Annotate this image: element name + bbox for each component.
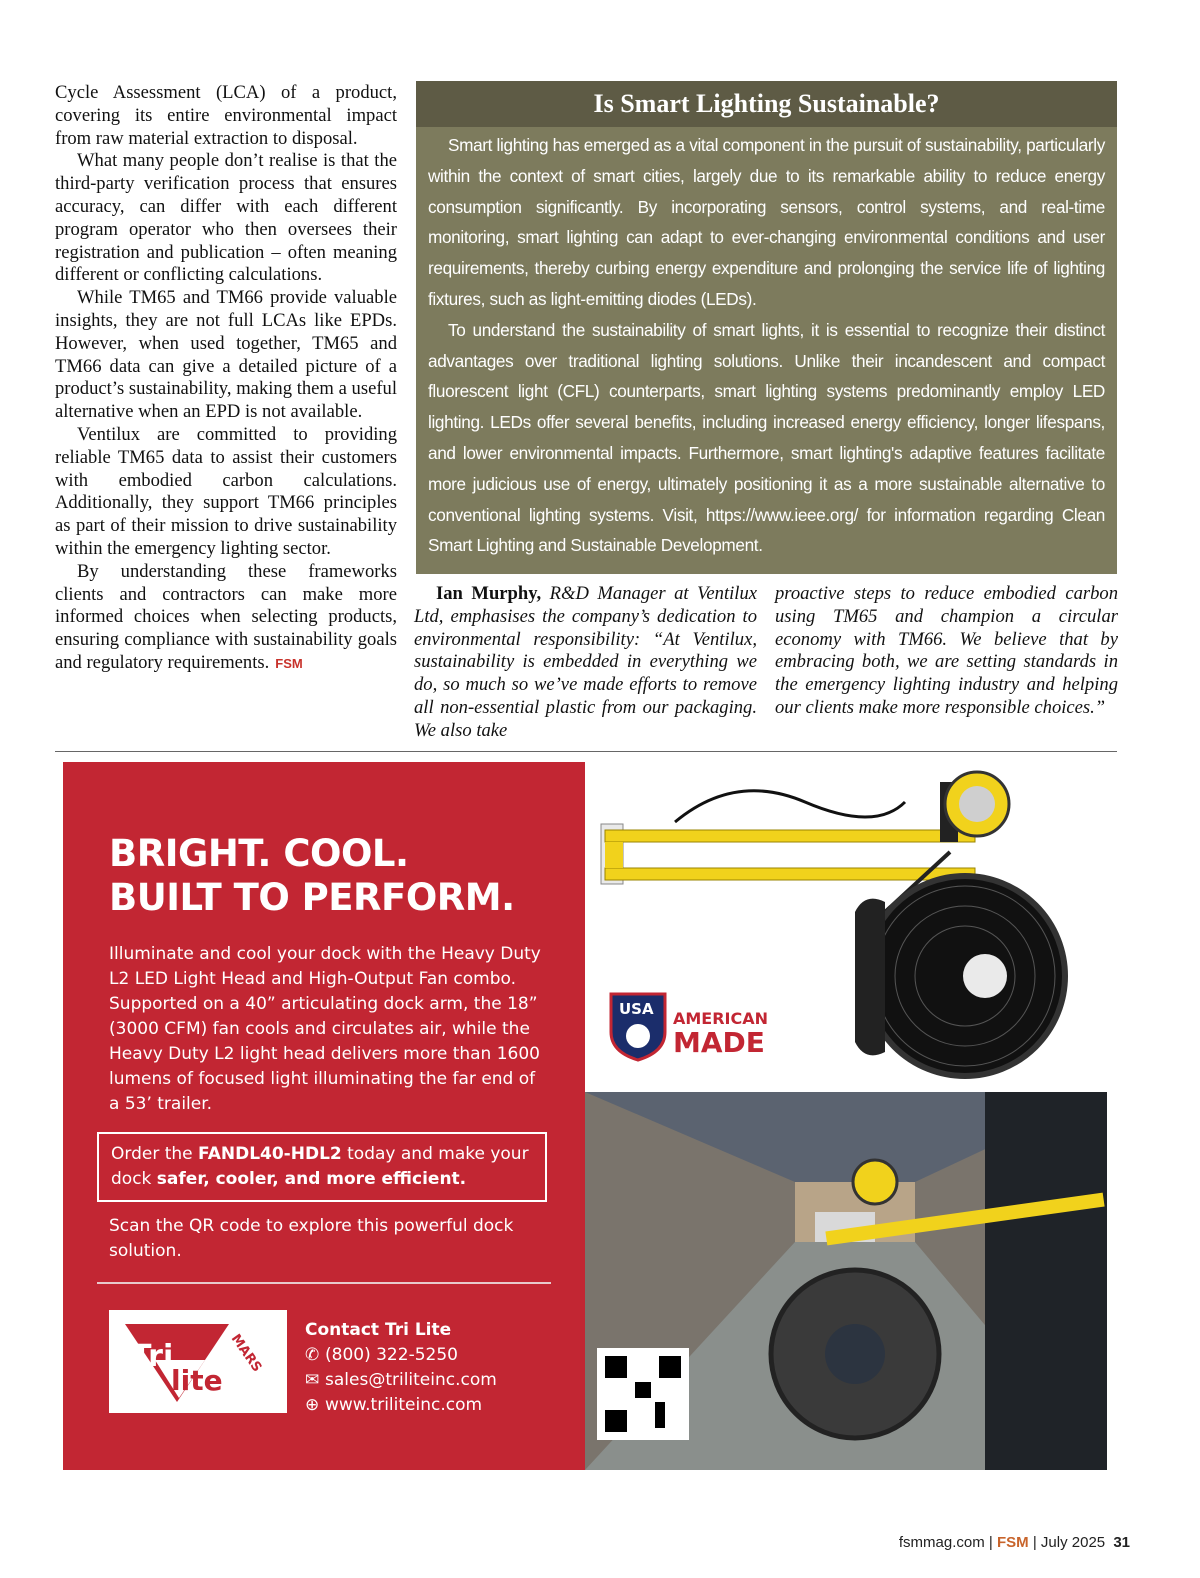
envelope-icon: ✉ <box>305 1370 320 1390</box>
body-paragraph: Ventilux are committed to providing reliable TM65 data to assist their customers with embodied carbon calculations. Additionally, they support TM66 principles as part of their mission to drive sustainability within the emergency lighting sector. <box>55 423 397 559</box>
contact-web-row <box>305 1393 497 1418</box>
logo-tri-text: Tri <box>131 1339 174 1374</box>
contact-email-row <box>305 1368 497 1393</box>
quote-text-part2: proactive steps to reduce embodied carbon using TM65 and champion a circular economy with TM66. We believe that by embracing both, we are setting standards in the emergency lighting industry and helping our clients make more responsible choices.” <box>775 583 1118 718</box>
body-paragraph <box>55 561 397 676</box>
contact-email[interactable]: sales@triliteinc.com <box>325 1370 497 1390</box>
ad-red-panel <box>63 762 585 1470</box>
badge-usa-text: USA <box>619 1000 654 1018</box>
advertisement <box>63 762 1107 1470</box>
page-number: 31 <box>1113 1534 1130 1551</box>
sidebar-body <box>416 127 1117 561</box>
logo-side-text: MARS <box>227 1331 265 1376</box>
sidebar-title: Is Smart Lighting Sustainable? <box>416 81 1117 127</box>
ad-scan-text: Scan the QR code to explore this powerful dock solution. <box>109 1216 514 1261</box>
trailer-photo <box>585 1092 1107 1470</box>
trilite-logo <box>109 1310 287 1413</box>
ad-headline <box>109 832 515 920</box>
ad-order-box <box>97 1132 547 1202</box>
quote-text-part1: R&D Manager at Ventilux Ltd, emphasises the company’s dedication to environmental responsibility: “At Ventilux, sustainability is embedded in everything we do, so much so we’ve made efforts to remove all non-essential plastic from our packaging. We also take <box>414 583 757 741</box>
ad-body-text: Illuminate and cool your dock with the Heavy Duty L2 LED Light Head and High-Output Fan combo. Supported on a 40” articulating dock arm, the 18” (3000 CFM) fan cools and circulates air, while the Heavy Duty L2 light head delivers more than 1600 lumens of focused light illuminating the far end of a 53’ trailer. <box>109 944 541 1114</box>
contact-title: Contact Tri Lite <box>305 1320 452 1340</box>
footer-separator: | <box>1032 1534 1037 1551</box>
product-photo <box>585 762 1107 1092</box>
order-emphasis: safer, cooler, and more efficient. <box>156 1169 467 1189</box>
phone-icon: ✆ <box>305 1345 320 1365</box>
contact-website[interactable]: www.triliteinc.com <box>325 1395 483 1415</box>
order-model: FANDL40-HDL2 <box>198 1144 342 1164</box>
contact-phone[interactable]: (800) 322-5250 <box>325 1345 458 1365</box>
ad-photo-panel <box>585 762 1107 1470</box>
ad-headline-line1: BRIGHT. COOL. <box>109 832 409 875</box>
fsm-end-tag: FSM <box>275 655 303 671</box>
footer-site[interactable]: fsmmag.com <box>898 1534 985 1551</box>
quote-column-2 <box>775 583 1118 720</box>
american-made-badge <box>609 990 769 1067</box>
badge-line2: MADE <box>673 1026 765 1059</box>
footer-separator: | <box>988 1534 993 1551</box>
badge-line1: AMERICAN <box>673 1009 769 1028</box>
order-middle: today and make your dock <box>111 1144 529 1189</box>
contact-phone-row <box>305 1343 497 1368</box>
sidebar-paragraph: To understand the sustainability of smart lights, it is essential to recognize their distinct advantages over traditional lighting solutions. Unlike their incandescent and compact fluorescent light (CFL) counterparts, smart lighting systems predominantly employ LED lighting. LEDs offer several benefits, including increased energy efficiency, longer lifespans, and lower environmental impacts. Furthermore, smart lighting's adaptive features facilitate more judicious use of energy, ultimately positioning it as a more sustainable alternative to conventional lighting systems. Visit, https://www.ieee.org/ for information regarding Clean Smart Lighting and Sustainable Development. <box>428 319 1105 556</box>
order-prefix: Order the <box>111 1144 199 1164</box>
globe-icon: ⊕ <box>305 1395 320 1415</box>
footer-brand: FSM <box>997 1534 1029 1551</box>
body-paragraph: Cycle Assessment (LCA) of a product, covering its entire environmental impact from raw material extraction to disposal. <box>55 82 397 149</box>
left-column <box>55 82 397 676</box>
body-paragraph: What many people don’t realise is that the third-party verification process that ensures accuracy, can differ with each different program operator who then oversees their registration and publication – often meaning different or conflicting calculations. <box>55 150 397 286</box>
quote-paragraph <box>414 583 757 743</box>
section-divider <box>55 751 1117 752</box>
sidebar-box <box>416 81 1117 574</box>
ad-divider <box>97 1282 551 1284</box>
contact-block <box>305 1318 497 1418</box>
quote-column-1 <box>414 583 757 743</box>
sidebar-paragraph: Smart lighting has emerged as a vital component in the pursuit of sustainability, particularly within the context of smart cities, largely due to its remarkable ability to reduce energy consumption significantly. By incorporating sensors, control systems, and real-time monitoring, smart lighting can adapt to ever-changing environmental conditions and user requirements, thereby curbing energy expenditure and prolonging the service life of lighting fixtures, such as light-emitting diodes (LEDs). <box>428 135 1105 309</box>
quote-speaker-name: Ian Murphy, <box>436 583 542 604</box>
page-footer <box>899 1534 1130 1551</box>
body-paragraph: While TM65 and TM66 provide valuable insights, they are not full LCAs like EPDs. However, when used together, TM65 and TM66 data can give a detailed picture of a product’s sustainability, making them a useful alternative when an EPD is not available. <box>55 287 397 423</box>
footer-date: July 2025 <box>1040 1534 1106 1551</box>
logo-lite-text: lite <box>171 1364 223 1397</box>
ad-headline-line2: BUILT TO PERFORM. <box>109 876 515 919</box>
body-paragraph-text: By understanding these frameworks clients and contractors can make more informed choices when selecting products, ensuring compliance with sustainability goals and regulatory requirements. <box>55 560 397 673</box>
